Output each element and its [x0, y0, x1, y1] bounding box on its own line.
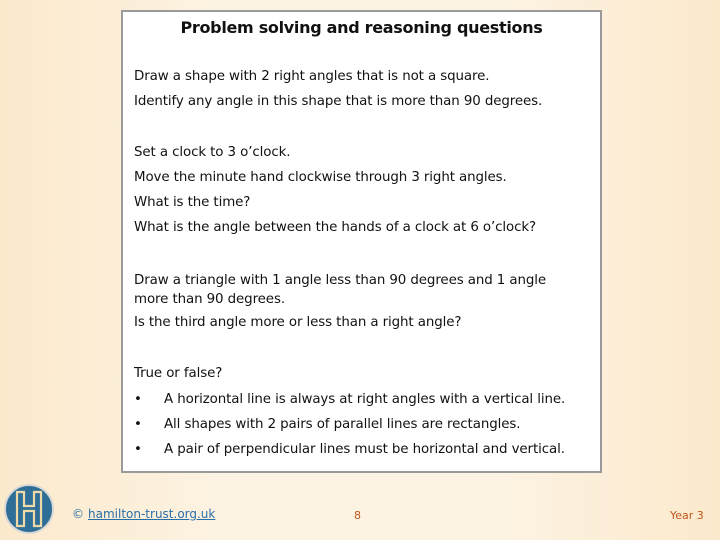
q1-line-1: Draw a shape with 2 right angles that is not a square.: [134, 69, 490, 84]
bullet-3: •: [134, 442, 142, 457]
copyright-symbol: ©: [72, 507, 84, 521]
hamilton-logo-icon: [4, 484, 54, 534]
q4-heading: True or false?: [134, 366, 223, 381]
q2-line-1: Set a clock to 3 o’clock.: [134, 145, 291, 160]
true-false-item-3: A pair of perpendicular lines must be horizontal and vertical.: [164, 442, 565, 457]
year-label: Year 3: [670, 509, 704, 522]
true-false-item-1: A horizontal line is always at right angles with a vertical line.: [164, 392, 566, 407]
footer-link[interactable]: [72, 507, 215, 521]
bullet-1: •: [134, 392, 142, 407]
q2-line-2: Move the minute hand clockwise through 3 right angles.: [134, 170, 507, 185]
q3-line-2: Is the third angle more or less than a right angle?: [134, 315, 462, 330]
q2-line-3: What is the time?: [134, 195, 251, 210]
page-title: Problem solving and reasoning questions: [180, 18, 543, 37]
true-false-item-2: All shapes with 2 pairs of parallel lines are rectangles.: [164, 417, 521, 432]
q1-line-2: Identify any angle in this shape that is more than 90 degrees.: [134, 94, 543, 109]
worksheet-card: [121, 10, 602, 473]
page-number: 8: [354, 509, 361, 522]
q3-line-1: Draw a triangle with 1 angle less than 90 degrees and 1 angle more than 90 degrees.: [134, 273, 547, 307]
q2-line-4: What is the angle between the hands of a clock at 6 o’clock?: [134, 220, 537, 235]
hamilton-link[interactable]: hamilton-trust.org.uk: [88, 507, 216, 521]
h-letter-icon: [13, 490, 45, 528]
bullet-2: •: [134, 417, 142, 432]
